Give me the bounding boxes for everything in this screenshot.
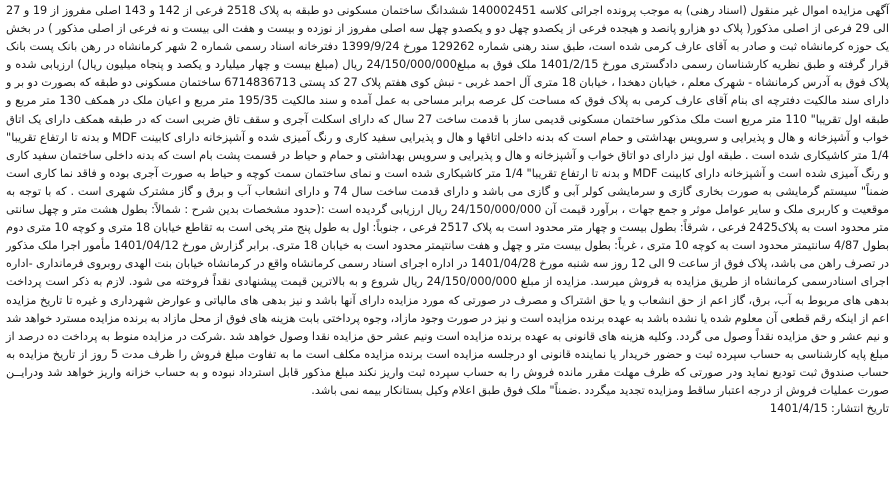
notice-body-text: آگهی مزایده اموال غیر منقول (اسناد رهنی) به موجب پرونده اجرائی کلاسه 140002451 ششدانگ ساختمان مسکونی دو طبقه به پلاک 2518 فرعی از 142 و 143 اصلی مفروز از 19 و 27 الی 29 فرعی از اصلی مذکور( پلاک دو هزارو پانصد و هیجده فرعی از یکصدو چهل دو و یکصدو چهل سه اصلی مفروز از نوزده و بیست و هفت الی بیست و نه فرعی از اصلی مذکور ) در بخش یک حوزه کرمانشاه ثبت و صادر به آقای عارف کرمی شده است، طبق سند رهنی شماره 129262 مورخ 1399/9/24 دفترخانه اسناد رسمی شماره 2 شهر کرمانشاه در رهن بانک پست بانک قرار گرفته و طبق نظریه کارشناسان رسمی دادگستری مورخ 1401/2/15 ملک فوق به مبلغ24/150/000/000 ریال (مبلغ بیست و چهار میلیارد و یکصد و پنجاه میلیون ریال) ارزیابی شده و پلاک فوق به آدرس کرمانشاه - شهرک معلم ، خیابان دهخدا ، خیابان 18 متری آل احمد غربی - نبش کوی هفتم پلاک 27 کد پستی 6714836713 ساختمان مسکونی دو طبقه که بصورت دو بر و دارای سند مالکیت دفترچه ای بنام آقای عارف کرمی به پلاک فوق که مساحت کل عرصه برابر مساحی به عمل آمده و سند مالکیت 195/35 متر مربع و اعیان ملک در همکف 130 متر مربع و طبقه اول تقریبا" 110 متر مربع است ملک مذکور ساختمان مسکونی قدیمی ساز با قدمت ساخت 27 سال که دارای اسکلت آجری و سقف تاق ضربی است که در طبقه همکف دارای یک اتاق خواب و آشپزخانه و هال و پذیرایی و سرویس بهداشتی و حمام است که بدنه داخلی اتاقها و هال و پذیرایی سفید کاری و رنگ آمیزی شده و آشپزخانه دارای کابینت MDF و بدنه تا ارتفاع تقریبا" 1/4 متر کاشیکاری شده است . طبقه اول نیز دارای دو اتاق خواب و آشپزخانه و هال و پذیرایی و سرویس بهداشتی و حمام و حیاط در قسمت پشت بام است که بدنه داخلی ساختمان سفید کاری و رنگ آمیزی شده است و آشپزخانه دارای کابینت MDF و بدنه تا ارتفاع تقریبا" 1/4 متر کاشیکاری شده است و نمای ساختمان سمت کوچه و حیاط به صورت آجری بوده و فاقد نما کاری است ضمناً" سیستم گرمایشی به صورت بخاری گازی و سرمایشی کولر آبی و گازی می باشد و دارای قدمت ساخت سال 74 و دارای انشعاب آب و برق و گاز مشترک شهری است . که با توجه به موقعیت و کاربری ملک و سایر عوامل موثر و جمع جهات ، برآورد قیمت آن 24/150/000/000 ریال ارزیابی گردیده است :(حدود مشخصات بدین شرح : شمالاً: بطول هشت متر و چهل سانتی متر محدود است به پلاک2425 فرعی ، شرقاً: بطول بیست و چهار متر محدود است به پلاک 2517 فرعی ، جنوباً: اول به طول پنج متر پخی است به تقاطع خیابان 18 متری و کوچه 10 متری دوم بطول 4/87 سانتیمتر محدود است به کوچه 10 متری ، غرباً: بطول بیست متر و چهل و هفت سانتیمتر محدود است به خیابان 18 متری. برابر گزارش مورخ 1401/04/12 مأمور اجرا ملک مذکور در تصرف راهن می باشد، پلاک فوق از ساعت 9 الی 12 روز سه شنبه مورخ 1401/04/28 در اداره اجرای اسناد رسمی کرمانشاه واقع در کرمانشاه خیابان بنت الهدی روبروی فرمانداری -اداره اجرای اسنادرسمی کرمانشاه از طریق مزایده به فروش میرسد. مزایده از مبلغ 24/150/000/000 ریال شروع و به بالاترین قیمت پیشنهادی نقداً فروخته می شود. لازم به ذکر است پرداخت بدهی های مربوط به آب، برق، گاز اعم از حق انشعاب و یا حق اشتراک و مصرف در صورتی که مورد مزایده دارای آنها باشد و نیز بدهی های مالیاتی و عوارض شهرداری و غیره تا تاریخ مزایده اعم از اینکه رقم قطعی آن معلوم شده یا نشده باشد به عهده برنده مزایده است و نیز در صورت وجود مازاد، وجوه پرداختی بابت هزینه های فوق از محل مازاد به برنده مزایده مسترد خواهد شد و نیم عشر و حق مزایده نقداً وصول می گردد. وکلیه هزینه های قانونی به عهده برنده مزایده است ونیم عشر حق مزایده نقدا وصول خواهد شد .شرکت در مزایده منوط به پرداخت ده درصد از مبلغ پایه کارشناسی به حساب سپرده ثبت و حضور خریدار یا نماینده قانونی او درجلسه مزایده است برنده مزایده مکلف است ما به تفاوت مبلغ فروش را ظرف مدت 5 روز از تاریخ مزایده به حساب صندوق ثبت تودیع نماید ودر صورتی که ظرف مهلت مقرر مانده فروش را به حساب سپرده ثبت واریز نکند مبلغ مذکور قابل استرداد نبوده و به حساب خزانه واریز خواهد شد ودرایــن صورت عملیات فروش از درجه اعتبار ساقط ومزایده تجدید میگردد .ضمناً" ملک فوق طبق اعلام وکیل بستانکار بیمه نمی باشد. <box>6 4 890 397</box>
publish-date: تاریخ انتشار: 1401/4/15 <box>769 402 889 416</box>
auction-notice-document <box>6 2 889 489</box>
